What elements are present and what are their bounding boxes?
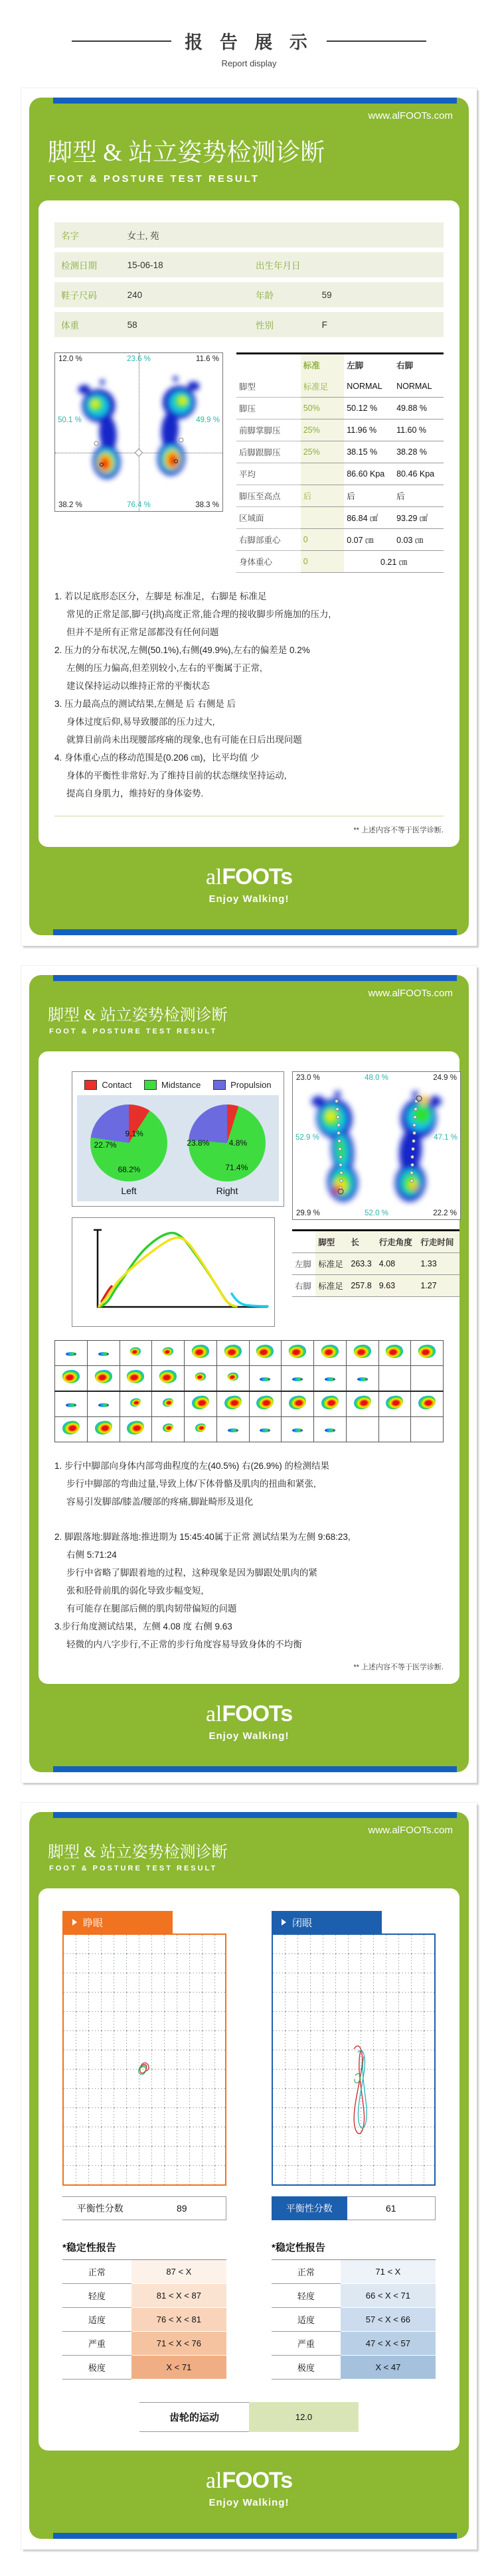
findings-list <box>54 1457 444 1653</box>
gait-cell <box>120 1391 152 1417</box>
info-label: 名字 <box>54 222 121 248</box>
finding-line: 1. 步行中脚部向身体内部弯曲程度的左(40.5%) 右(26.9%) 的检测结果 <box>54 1461 330 1471</box>
left-foot-scan <box>303 1080 370 1210</box>
report-body <box>39 200 459 847</box>
info-value: 58 <box>121 312 249 337</box>
col-length: 长 <box>348 1231 376 1253</box>
finding-line: 3.步行角度测试结果，左侧 4.08 度 右侧 9.63 <box>54 1622 232 1631</box>
gait-cell <box>216 1417 249 1442</box>
gait-cell <box>378 1391 411 1417</box>
balance-score-value: 61 <box>347 2196 436 2220</box>
balance-score-label: 平衡性分数 <box>272 2196 347 2220</box>
pct-bottom-center: 52.0 % <box>365 1209 388 1217</box>
brand-slogan: Enjoy Walking! <box>208 2497 290 2508</box>
finding-line: 轻微的内八字步行,不正常的步行角度容易导致身体的不均衡 <box>66 1639 302 1649</box>
eyes-open-balance-score <box>62 2196 226 2220</box>
pct-bottom-right: 38.3 % <box>195 501 219 509</box>
gait-cell <box>152 1366 185 1392</box>
bottom-accent-bar <box>53 2533 457 2539</box>
gait-cell <box>282 1366 314 1392</box>
info-label: 体重 <box>54 312 121 337</box>
stability-report-eyes-closed <box>272 2240 436 2380</box>
info-label: 性别 <box>249 312 315 337</box>
pie-title: Right <box>216 1185 238 1196</box>
col-walk-time: 行走时间 <box>418 1231 459 1253</box>
info-label: 检测日期 <box>54 252 121 277</box>
report-card-gait <box>21 966 477 1783</box>
info-row <box>54 312 444 337</box>
info-row <box>54 282 444 307</box>
finding-line: 就算目前尚未出现腰部疼痛的现象,也有可能在日后出现问题 <box>66 735 302 745</box>
brand-logo: alFOOTs <box>205 1701 293 1726</box>
stability-row: 严重 47 < X < 57 <box>272 2332 436 2356</box>
gait-cell <box>346 1341 378 1366</box>
stability-title: *稳定性报告 <box>62 2242 116 2253</box>
gait-cell <box>87 1341 120 1366</box>
pct-top-center: 48.0 % <box>365 1074 388 1082</box>
pie-title: Left <box>121 1185 137 1196</box>
gear-movement-value: 12.0 <box>249 2402 359 2432</box>
gait-cell <box>411 1366 444 1392</box>
eyes-closed-trace-area <box>272 1933 436 2186</box>
stability-row: 严重 71 < X < 76 <box>62 2332 226 2356</box>
info-label <box>249 222 315 248</box>
table-row: 左脚 标准足 263.3 4.08 1.33 <box>292 1253 459 1275</box>
balance-score-label: 平衡性分数 <box>62 2196 138 2220</box>
stability-row: 正常 87 < X <box>62 2260 226 2284</box>
gait-pressure-curves <box>72 1218 273 1323</box>
gait-cell <box>314 1366 347 1392</box>
finding-line: 有可能存在腿部后侧的肌肉韧带偏短的问题 <box>66 1604 237 1614</box>
static-pressure-map <box>54 352 223 512</box>
report-card-static-pressure <box>21 88 477 946</box>
finding-line: 步行中脚部的弯曲过量,导致上体/下体骨骼及肌肉的扭曲和紧张, <box>66 1479 316 1489</box>
pct-mid-right: 47.1 % <box>434 1134 457 1142</box>
pie-chart-area <box>77 1095 279 1201</box>
finding-line: 右侧 5:71:24 <box>66 1550 117 1560</box>
gait-cell <box>152 1417 185 1442</box>
page-header <box>0 0 498 68</box>
table-row: 脚压 50% 50.12 % 49.88 % <box>236 398 444 419</box>
triangle-icon <box>72 1919 77 1926</box>
table-row: 右脚部重心 0 0.07 ㎝ 0.03 ㎝ <box>236 529 444 551</box>
pie-legend <box>77 1077 279 1095</box>
gait-cell <box>411 1417 444 1442</box>
gait-row-left-2 <box>55 1366 444 1392</box>
info-value: 59 <box>315 282 444 307</box>
gait-cell <box>249 1341 282 1366</box>
pressure-result-table <box>236 352 444 573</box>
pct-top-left: 12.0 % <box>58 355 82 363</box>
gait-cell <box>378 1341 411 1366</box>
gait-cell <box>55 1341 88 1366</box>
gait-cell <box>314 1391 347 1417</box>
col-standard: 标准 <box>301 354 345 376</box>
stability-row: 正常 71 < X <box>272 2260 436 2284</box>
brand-slogan: Enjoy Walking! <box>208 1730 290 1742</box>
medical-disclaimer: ** 上述内容不等于医学诊断. <box>353 826 444 834</box>
finding-line: 常见的正常足部,脚弓(拱)高度正常,能合理的接收脚步所施加的压力, <box>66 609 331 619</box>
gait-cell <box>249 1417 282 1442</box>
finding-line: 3. 压力最高点的测试结果,左侧是 后 右侧是 后 <box>54 699 236 709</box>
report-title-cn: 脚型 & 站立姿势检测诊断 <box>48 139 325 167</box>
pct-mid-left: 52.9 % <box>295 1134 319 1142</box>
website-url[interactable]: www.alFOOTs.com <box>368 1825 453 1836</box>
gait-cell <box>185 1391 217 1417</box>
eyes-closed-tab: 闭眼 <box>272 1911 382 1933</box>
report-title-cn: 脚型 & 站立姿势检测诊断 <box>48 1844 228 1861</box>
finding-line: 张和胫骨前肌的弱化导致步幅变短, <box>66 1586 204 1596</box>
website-url[interactable]: www.alFOOTs.com <box>368 110 453 121</box>
info-label: 年龄 <box>249 282 315 307</box>
pct-top-center: 23.6 % <box>127 355 151 363</box>
gait-cell <box>249 1366 282 1392</box>
finding-line: 2. 脚跟落地:脚趾落地:推进期为 15:45:40属于正常 测试结果为左侧 9:68:23, <box>54 1532 351 1542</box>
gait-row-left-1 <box>55 1341 444 1366</box>
website-url[interactable]: www.alFOOTs.com <box>368 988 453 999</box>
finding-line: 身体过度后仰,易导致腰部的压力过大, <box>66 717 215 727</box>
right-foot-pie: 4.8% 23.8% 71.4% Right <box>181 1104 273 1199</box>
sway-trace <box>273 1935 434 2184</box>
gait-cell <box>249 1391 282 1417</box>
gait-cell <box>282 1341 314 1366</box>
stability-row: 极度 X < 47 <box>272 2356 436 2380</box>
right-foot-scan <box>383 1080 450 1210</box>
stability-report-eyes-open <box>62 2240 226 2380</box>
pct-top-right: 24.9 % <box>433 1074 457 1082</box>
finding-line: 但并不是所有正常足部都没有任何问题 <box>66 627 219 637</box>
finding-line: 步行中省略了脚跟着地的过程，这种现象是因为脚跟处肌肉的紧 <box>66 1568 317 1578</box>
right-foot-heatmap <box>145 369 207 489</box>
stability-row: 轻度 66 < X < 71 <box>272 2284 436 2308</box>
top-accent-bar <box>53 98 457 104</box>
card-footer <box>29 847 469 923</box>
eyes-open-trace-area <box>62 1933 226 2186</box>
gait-cell <box>185 1341 217 1366</box>
gait-cell <box>185 1366 217 1392</box>
gait-cell <box>411 1391 444 1417</box>
gear-movement-row <box>139 2402 359 2432</box>
gait-cell <box>120 1366 152 1392</box>
gait-cell <box>378 1417 411 1442</box>
gait-cell <box>346 1391 378 1417</box>
report-title-en: FOOT & POSTURE TEST RESULT <box>49 173 260 185</box>
gait-cell <box>216 1391 249 1417</box>
patient-info-table <box>54 218 444 342</box>
brand-logo: alFOOTs <box>205 2468 293 2493</box>
gait-cell <box>55 1366 88 1392</box>
page-title: 报 告 展 示 <box>185 33 313 52</box>
table-row: 右脚 标准足 257.8 9.63 1.27 <box>292 1275 459 1297</box>
pct-bottom-right: 22.2 % <box>433 1209 457 1217</box>
finding-line: 建议保持运动以维持正常的平衡状态 <box>66 681 210 691</box>
finding-line: 2. 压力的分布状况,左侧(50.1%),右侧(49.9%),左右的偏差是 0.2% <box>54 645 310 655</box>
gait-cell <box>152 1341 185 1366</box>
info-value: 女士, 苑 <box>121 222 249 248</box>
findings-list <box>54 587 444 802</box>
eyes-open-tab: 睁眼 <box>62 1911 173 1933</box>
info-row <box>54 222 444 248</box>
report-title-cn: 脚型 & 站立姿势检测诊断 <box>48 1007 228 1024</box>
col-right-foot: 右脚 <box>396 361 414 370</box>
medical-disclaimer: ** 上述内容不等于医学诊断. <box>353 1663 444 1671</box>
gait-result-table <box>292 1229 459 1297</box>
gait-row-right-1 <box>55 1391 444 1417</box>
brand-slogan: Enjoy Walking! <box>208 893 290 905</box>
stability-title: *稳定性报告 <box>272 2242 325 2253</box>
gait-cell <box>378 1366 411 1392</box>
gait-cell <box>152 1391 185 1417</box>
propulsion-swatch-icon <box>213 1080 226 1090</box>
eyes-open-panel <box>62 1911 226 2186</box>
table-row: 后脚跟脚压 25% 38.15 % 38.28 % <box>236 441 444 463</box>
info-row <box>54 252 444 277</box>
report-title-en: FOOT & POSTURE TEST RESULT <box>49 1864 218 1872</box>
report-card-balance <box>21 1803 477 2549</box>
stability-row: 极度 X < 71 <box>62 2356 226 2380</box>
pct-mid-right: 49.9 % <box>196 416 220 425</box>
info-value: 15-06-18 <box>121 252 249 277</box>
eyes-closed-panel <box>272 1911 436 2186</box>
table-header-row <box>292 1231 459 1253</box>
bottom-accent-bar <box>53 1766 457 1772</box>
gait-cell <box>314 1341 347 1366</box>
pct-top-left: 23.0 % <box>296 1074 320 1082</box>
finding-line: 容易引发脚部/膝盖/腰部的疼痛,脚趾畸形及退化 <box>66 1497 254 1507</box>
gait-cell <box>282 1391 314 1417</box>
gait-cell <box>87 1366 120 1392</box>
finding-line: 左侧的压力偏高,但差别较小,左右的平衡属于正常, <box>66 663 262 673</box>
center-marker <box>135 449 143 457</box>
gait-cell <box>87 1417 120 1442</box>
gait-cell <box>120 1417 152 1442</box>
table-row: 区域面 86.84 ㎠ 93.29 ㎠ <box>236 507 444 529</box>
left-foot-heatmap <box>71 369 132 489</box>
stability-row: 轻度 81 < X < 87 <box>62 2284 226 2308</box>
table-row: 脚型 标准足 NORMAL NORMAL <box>236 376 444 398</box>
gait-sequence-grid <box>54 1340 444 1442</box>
top-accent-bar <box>53 975 457 981</box>
stability-row: 适度 76 < X < 81 <box>62 2308 226 2332</box>
page-subtitle: Report display <box>221 58 277 68</box>
pressure-curve-chart <box>72 1217 275 1327</box>
gait-cell <box>55 1417 88 1442</box>
stability-row: 适度 57 < X < 66 <box>272 2308 436 2332</box>
gait-cell <box>185 1417 217 1442</box>
legend-item-midstance: Midstance <box>144 1080 201 1090</box>
legend-item-contact: Contact <box>84 1080 131 1090</box>
table-row: 平均 86.60 Kpa 80.46 Kpa <box>236 463 444 485</box>
bottom-accent-bar <box>53 929 457 935</box>
pct-bottom-center: 76.4 % <box>127 501 151 509</box>
col-walk-angle: 行走角度 <box>376 1231 418 1253</box>
table-header-row <box>236 354 444 376</box>
gear-movement-label: 齿轮的运动 <box>139 2402 249 2432</box>
midstance-swatch-icon <box>144 1080 157 1090</box>
info-value <box>315 252 444 277</box>
gait-phase-pie-box <box>72 1071 284 1207</box>
info-value: F <box>315 312 444 337</box>
gait-cell <box>120 1341 152 1366</box>
balance-score-value: 89 <box>138 2196 226 2220</box>
gait-cell <box>282 1417 314 1442</box>
header-line-left <box>72 40 171 42</box>
stability-table <box>272 2259 436 2380</box>
gait-cell <box>216 1341 249 1366</box>
pct-top-right: 11.6 % <box>196 355 219 363</box>
report-body <box>39 1051 459 1684</box>
gait-cell <box>87 1391 120 1417</box>
gait-cell <box>314 1417 347 1442</box>
pct-mid-left: 50.1 % <box>58 416 82 425</box>
table-row: 前脚掌脚压 25% 11.96 % 11.60 % <box>236 419 444 441</box>
sway-trace <box>64 1935 225 2184</box>
legend-item-propulsion: Propulsion <box>213 1080 271 1090</box>
top-accent-bar <box>53 1812 457 1818</box>
table-row: 身体重心 0 0.21 ㎝ <box>236 551 444 573</box>
card-footer <box>29 1684 469 1760</box>
finding-line: 提高自身肌力，维持好的身体姿势. <box>66 789 204 798</box>
info-label: 出生年月日 <box>249 252 315 277</box>
table-row: 脚压至高点 后 后 后 <box>236 485 444 507</box>
report-title-en: FOOT & POSTURE TEST RESULT <box>49 1027 218 1035</box>
header-line-right <box>327 40 426 42</box>
gait-cell <box>216 1366 249 1392</box>
gait-cell <box>346 1417 378 1442</box>
brand-logo: alFOOTs <box>205 864 293 889</box>
left-foot-pie: 9.1% 22.7% 68.2% Left <box>83 1104 175 1199</box>
gait-cell <box>346 1366 378 1392</box>
gait-cell <box>411 1341 444 1366</box>
eyes-closed-balance-score <box>272 2196 436 2220</box>
finding-line: 4. 身体重心点的移动范围是(0.206 ㎝)，比平均值 少 <box>54 753 260 763</box>
gait-row-right-2 <box>55 1417 444 1442</box>
col-left-foot: 左脚 <box>347 361 364 370</box>
col-foot-type: 脚型 <box>315 1231 348 1253</box>
contact-swatch-icon <box>84 1080 97 1090</box>
finding-line: 身体的平衡性非常好.为了维持目前的状态继续坚持运动, <box>66 771 287 781</box>
triangle-icon <box>282 1919 286 1926</box>
dynamic-pressure-map <box>292 1071 461 1220</box>
card-footer <box>29 2451 469 2527</box>
gait-cell <box>55 1391 88 1417</box>
report-body <box>39 1888 459 2451</box>
info-label: 鞋子尺码 <box>54 282 121 307</box>
finding-line: 1. 若以足底形态区分，左脚是 标准足，右脚是 标准足 <box>54 591 267 601</box>
stability-table <box>62 2259 226 2380</box>
info-value <box>315 222 444 248</box>
info-value: 240 <box>121 282 249 307</box>
pct-bottom-left: 29.9 % <box>296 1209 320 1217</box>
pct-bottom-left: 38.2 % <box>58 501 82 509</box>
